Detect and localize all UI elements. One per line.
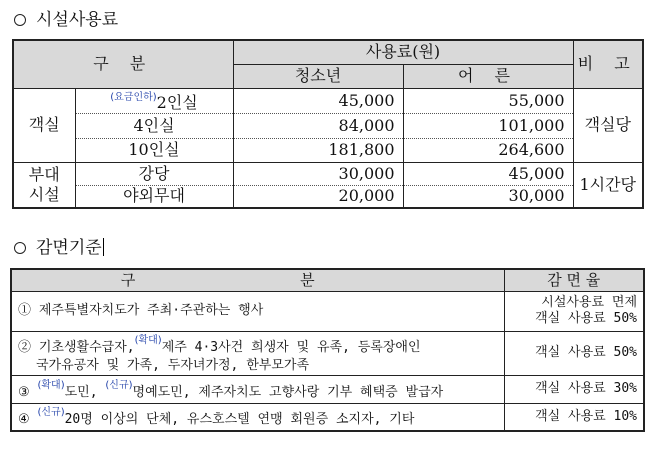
youth-fee: 84,000 xyxy=(233,113,403,138)
reduction-row: ④ $^{(신규)}$20명 이상의 단체, 유스호스텔 연맹 회원증 소지자, 기타 xyxy=(11,403,504,431)
new-tag: (신규) xyxy=(37,407,65,419)
adult-fee: 55,000 xyxy=(403,88,573,113)
adult-fee: 264,600 xyxy=(403,138,573,162)
row-name: 강당 xyxy=(75,162,233,185)
section-title: 시설사용료 xyxy=(36,10,119,30)
section-heading-fees xyxy=(14,5,118,30)
reduction-row: ① 제주특별자치도가 주최·주관하는 행사 xyxy=(11,291,504,331)
reduction-row: ② 기초생활수급자,$^{(확대)}$제주 4·3사건 희생자 및 유족, 등록장애인 국가유공자 및 가족, 두자녀가정, 한부모가족 xyxy=(11,331,504,375)
header-group: 구 분 xyxy=(13,40,233,88)
reduction-row: ③ $^{(확대)}$도민, $^{(신규)}$명예도민, 제주자치도 고향사랑 기부 혜택증 발급자 xyxy=(11,375,504,403)
youth-fee: 30,000 xyxy=(233,162,403,185)
discount-tag: (요금인하) xyxy=(110,92,157,103)
new-tag: (신규) xyxy=(105,379,133,391)
header-rate: 감 면 율 xyxy=(504,269,644,291)
youth-fee: 45,000 xyxy=(233,88,403,113)
youth-fee: 181,800 xyxy=(233,138,403,162)
reduction-rate: 객실 사용료 10% xyxy=(504,403,644,431)
row-name: $^{(요금인하)}$2인실 xyxy=(75,88,233,113)
section-heading-reductions xyxy=(14,233,104,258)
note-room: 객실당 xyxy=(573,88,643,162)
group-room: 객실 xyxy=(13,88,75,162)
header-item: 구 분 xyxy=(11,269,504,291)
header-youth: 청소년 xyxy=(233,64,403,88)
row-name: 야외무대 xyxy=(75,185,233,208)
section-title: 감면기준 xyxy=(36,238,102,258)
note-facility: 1시간당 xyxy=(573,162,643,208)
expanded-tag: (확대) xyxy=(37,379,65,391)
adult-fee: 101,000 xyxy=(403,113,573,138)
reduction-rate: 시설사용료 면제 객실 사용료 50% xyxy=(504,291,644,331)
reduction-table xyxy=(10,268,645,432)
adult-fee: 45,000 xyxy=(403,162,573,185)
youth-fee: 20,000 xyxy=(233,185,403,208)
fee-table xyxy=(12,39,644,209)
group-facility: 부대 시설 xyxy=(13,162,75,208)
row-name: 10인실 xyxy=(75,138,233,162)
adult-fee: 30,000 xyxy=(403,185,573,208)
reduction-rate: 객실 사용료 50% xyxy=(504,331,644,375)
expanded-tag: (확대) xyxy=(134,334,162,346)
header-fee: 사용료(원) xyxy=(233,40,573,64)
header-note: 비 고 xyxy=(573,40,643,88)
header-adult: 어 른 xyxy=(403,64,573,88)
circle-bullet-icon xyxy=(14,242,26,254)
reduction-rate: 객실 사용료 30% xyxy=(504,375,644,403)
row-name: 4인실 xyxy=(75,113,233,138)
circle-bullet-icon xyxy=(14,14,26,26)
text-cursor xyxy=(103,238,104,256)
